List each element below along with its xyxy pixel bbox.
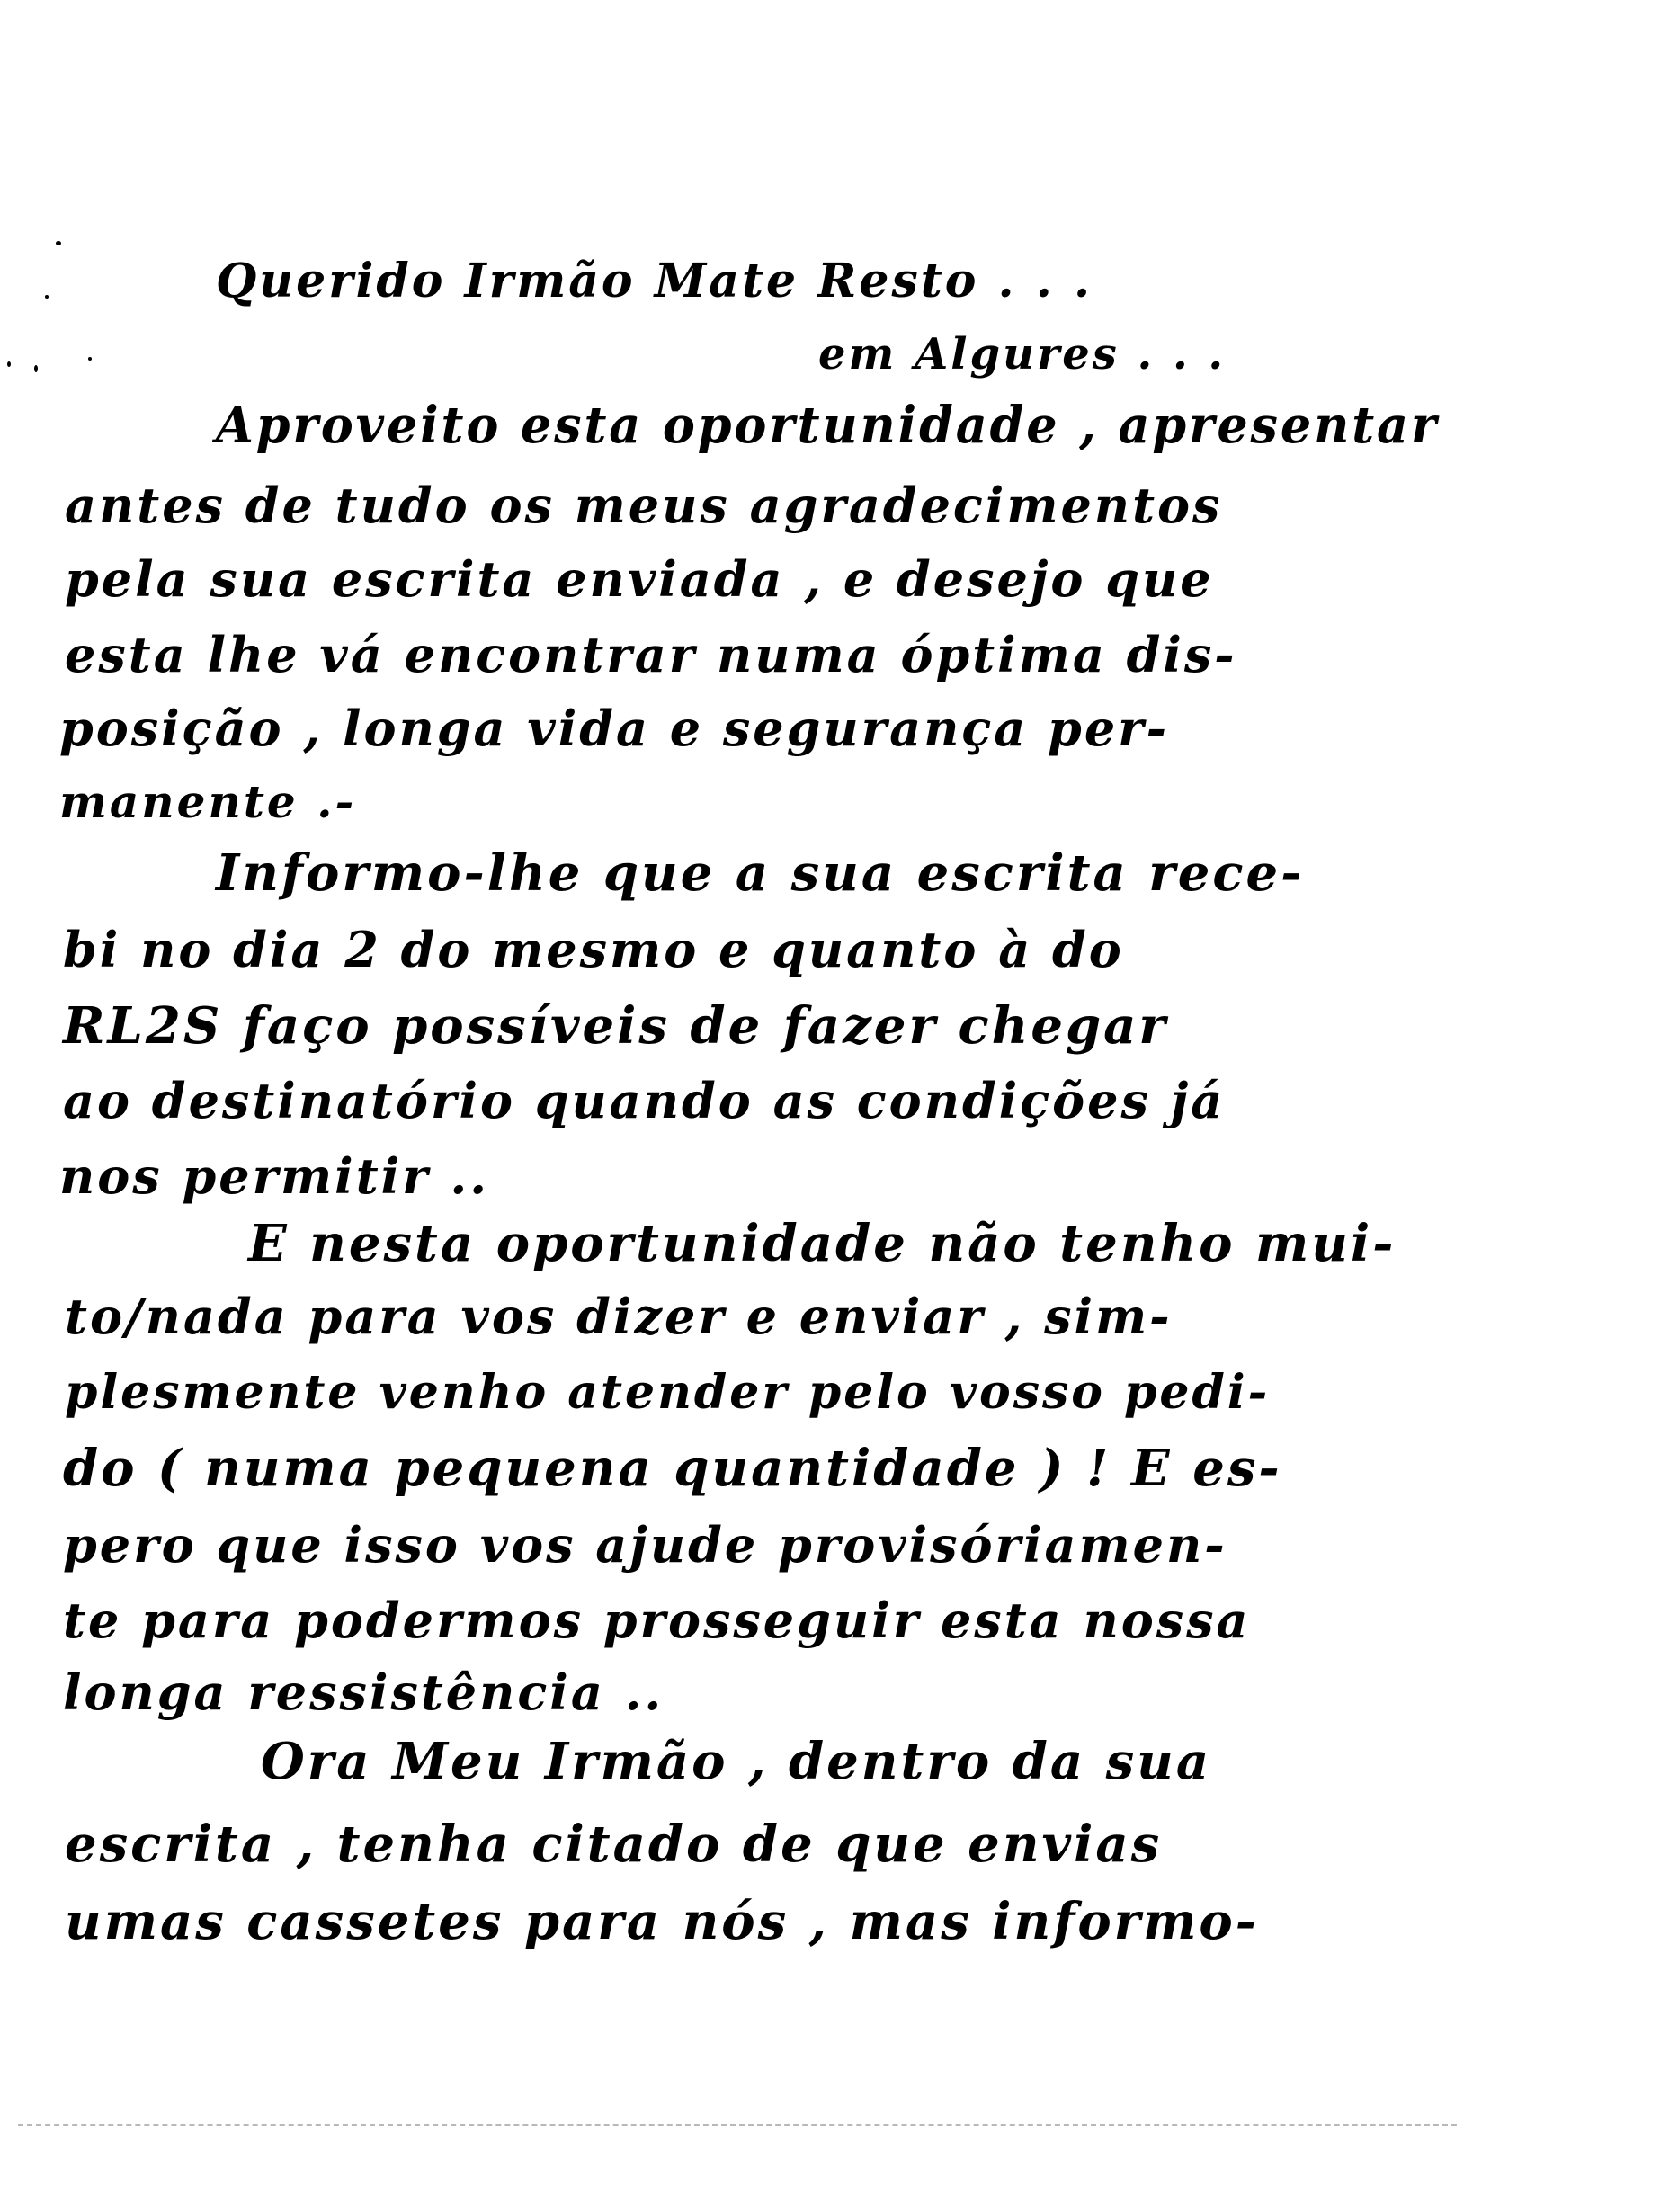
letter-line-17: te para podermos prosseguir esta nossa	[63, 1592, 1251, 1649]
letter-line-11: nos permitir ..	[59, 1147, 490, 1205]
letter-line-7: Informo-lhe que a sua escrita rece-	[216, 843, 1305, 903]
letter-line-6: manente .-	[59, 775, 357, 828]
location-line: em Algures . . .	[818, 329, 1227, 379]
letter-line-5: posição , longa vida e segurança per-	[59, 700, 1170, 757]
letter-line-12: E nesta oportunidade não tenho mui-	[248, 1214, 1397, 1273]
scan-edge-line	[18, 2124, 1457, 2126]
letter-line-16: pero que isso vos ajude provisóriamen-	[63, 1516, 1227, 1574]
letter-line-13: to/nada para vos dizer e enviar , sim-	[65, 1288, 1173, 1345]
letter-line-14: plesmente venho atender pelo vosso pedi-	[65, 1365, 1271, 1420]
letter-line-4: esta lhe vá encontrar numa óptima dis-	[65, 626, 1237, 683]
letter-line-20: escrita , tenha citado de que envias	[65, 1815, 1163, 1874]
scan-speck	[34, 365, 38, 372]
scan-speck	[7, 361, 11, 367]
letter-line-21: umas cassetes para nós , mas informo-	[65, 1892, 1260, 1951]
letter-line-19: Ora Meu Irmão , dentro da sua	[261, 1732, 1212, 1791]
salutation-line: Querido Irmão Mate Resto . . .	[216, 254, 1093, 308]
letter-line-9: RL2S faço possíveis de fazer chegar	[63, 996, 1168, 1056]
letter-line-1: Aproveito esta oportunidade , apresentar	[216, 396, 1440, 455]
letter-line-10: ao destinatório quando as condições já	[63, 1072, 1226, 1129]
letter-line-15: do ( numa pequena quantidade ) ! E es-	[63, 1439, 1282, 1498]
letter-line-2: antes de tudo os meus agradecimentos	[65, 477, 1223, 534]
scan-speck	[88, 357, 92, 361]
scan-speck	[45, 295, 49, 299]
scan-speck	[56, 241, 61, 245]
letter-line-8: bi no dia 2 do mesmo e quanto à do	[63, 921, 1124, 978]
letter-line-18: longa ressistência ..	[63, 1663, 665, 1721]
letter-line-3: pela sua escrita enviada , e desejo que	[65, 550, 1214, 608]
